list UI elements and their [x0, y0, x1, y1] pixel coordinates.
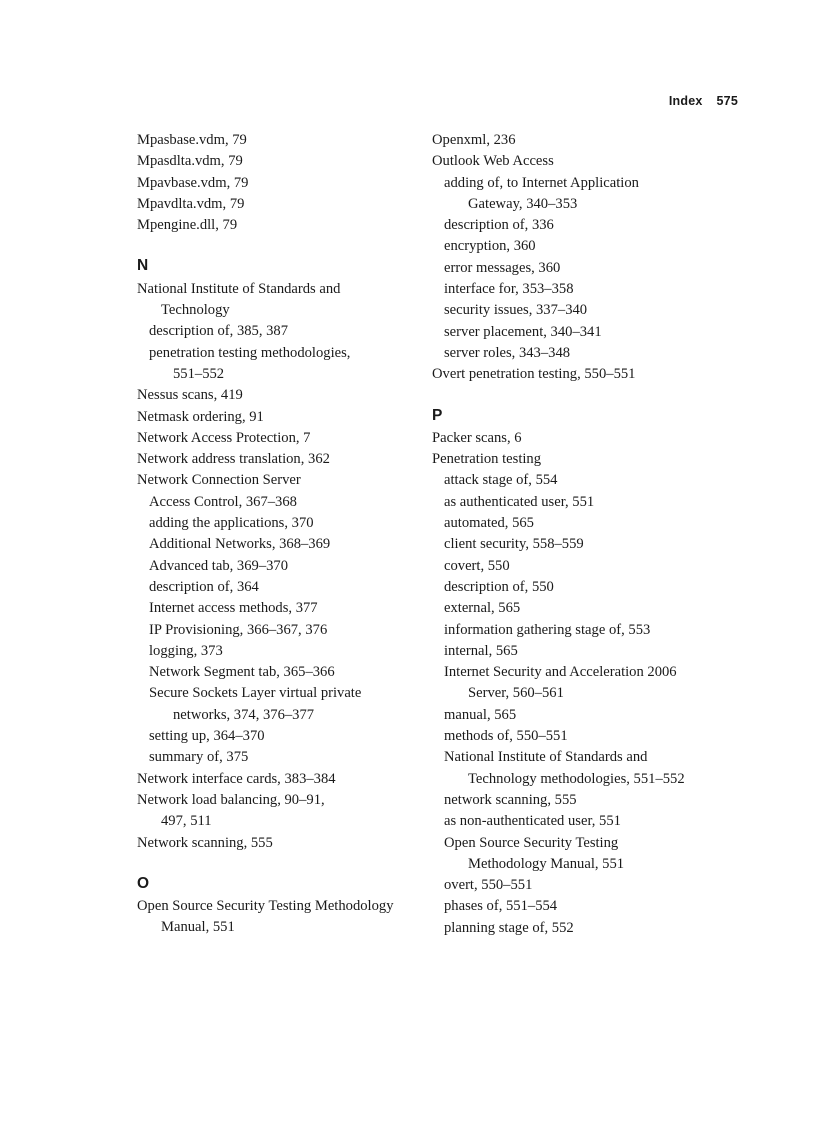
index-entry: Network address translation, 362 — [137, 451, 330, 468]
index-subentry: Secure Sockets Layer virtual private networks, 374, 376–377 — [149, 685, 362, 723]
index-subentry: penetration testing methodologies, 551–552 — [149, 344, 351, 382]
section-letter-o: O — [137, 874, 150, 892]
index-entry: Outlook Web Access — [432, 153, 554, 170]
index-subentry: internal, 565 — [444, 642, 518, 659]
index-subentry: description of, 550 — [444, 578, 554, 595]
section-letter-n: N — [137, 257, 149, 275]
index-subentry: server roles, 343–348 — [444, 344, 571, 361]
index-entry: Network Access Protection, 7 — [137, 429, 311, 446]
index-subentry: security issues, 337–340 — [444, 302, 588, 319]
index-subentry: planning stage of, 552 — [444, 919, 574, 936]
index-subentry: Network Segment tab, 365–366 — [149, 664, 335, 681]
index-subentry: description of, 336 — [444, 217, 554, 234]
index-subentry: summary of, 375 — [149, 749, 249, 766]
index-subentry: description of, 385, 387 — [149, 323, 289, 340]
index-subentry: National Institute of Standards and Technology methodologies, 551–552 — [444, 749, 685, 787]
running-head — [669, 94, 738, 108]
page-number: 575 — [716, 94, 738, 108]
index-subentry: interface for, 353–358 — [444, 281, 574, 298]
index-subentry: Advanced tab, 369–370 — [149, 557, 289, 574]
index-entry: Network load balancing, 90–91, 497, 511 — [137, 791, 325, 830]
index-subentry: covert, 550 — [444, 557, 510, 574]
index-subentry: encryption, 360 — [444, 238, 536, 255]
index-subentry: Open Source Security Testing Methodology Manual, 551 — [444, 834, 625, 872]
index-subentry: overt, 550–551 — [444, 877, 533, 894]
index-subentry: attack stage of, 554 — [444, 472, 558, 489]
index-subentry: client security, 558–559 — [444, 536, 584, 553]
index-subentry: description of, 364 — [149, 578, 259, 595]
index-subentry: server placement, 340–341 — [444, 323, 602, 340]
index-subentry: methods of, 550–551 — [444, 728, 568, 745]
index-subentry: Internet Security and Acceleration 2006 Server, 560–561 — [444, 664, 677, 702]
index-subentry: as authenticated user, 551 — [444, 493, 595, 510]
index-entry: Netmask ordering, 91 — [137, 408, 264, 425]
index-subentry: manual, 565 — [444, 706, 517, 723]
index-subentry: error messages, 360 — [444, 259, 561, 276]
index-subentry: Internet access methods, 377 — [149, 600, 318, 617]
index-subentry: network scanning, 555 — [444, 791, 577, 808]
index-entry: Penetration testing — [432, 451, 542, 468]
index-entry: Packer scans, 6 — [432, 429, 522, 446]
index-entry: Network interface cards, 383–384 — [137, 770, 336, 787]
index-subentry: logging, 373 — [149, 642, 223, 659]
index-subentry: phases of, 551–554 — [444, 898, 558, 915]
index-subentry: IP Provisioning, 366–367, 376 — [149, 621, 328, 638]
index-entry: National Institute of Standards and Technology — [137, 280, 341, 319]
index-column-right — [432, 130, 732, 939]
index-entry: Mpasdlta.vdm, 79 — [137, 153, 243, 170]
index-entry: Openxml, 236 — [432, 132, 516, 148]
index-entry: Mpavbase.vdm, 79 — [137, 174, 249, 191]
index-subentry: adding the applications, 370 — [149, 515, 314, 532]
index-subentry: adding of, to Internet Application Gateway, 340–353 — [444, 174, 639, 212]
index-subentry: Additional Networks, 368–369 — [149, 536, 331, 553]
index-subentry: external, 565 — [444, 600, 521, 617]
index-subentry: as non-authenticated user, 551 — [444, 813, 621, 830]
section-letter-p: P — [432, 406, 443, 424]
index-subentry: Access Control, 367–368 — [149, 493, 297, 510]
index-entry: Open Source Security Testing Methodology Manual, 551 — [137, 898, 394, 936]
running-head-label: Index — [668, 94, 703, 108]
index-entry: Mpavdlta.vdm, 79 — [137, 195, 245, 212]
index-entry: Network Connection Server — [137, 472, 301, 489]
index-entry: Mpengine.dll, 79 — [137, 217, 238, 234]
index-entry: Overt penetration testing, 550–551 — [432, 366, 636, 383]
index-column-left — [137, 130, 417, 939]
index-entry: Mpasbase.vdm, 79 — [137, 132, 247, 148]
index-subentry: setting up, 364–370 — [149, 728, 265, 745]
index-subentry: automated, 565 — [444, 515, 534, 532]
index-entry: Network scanning, 555 — [137, 834, 273, 851]
index-entry: Nessus scans, 419 — [137, 387, 243, 404]
index-subentry: information gathering stage of, 553 — [444, 621, 651, 638]
